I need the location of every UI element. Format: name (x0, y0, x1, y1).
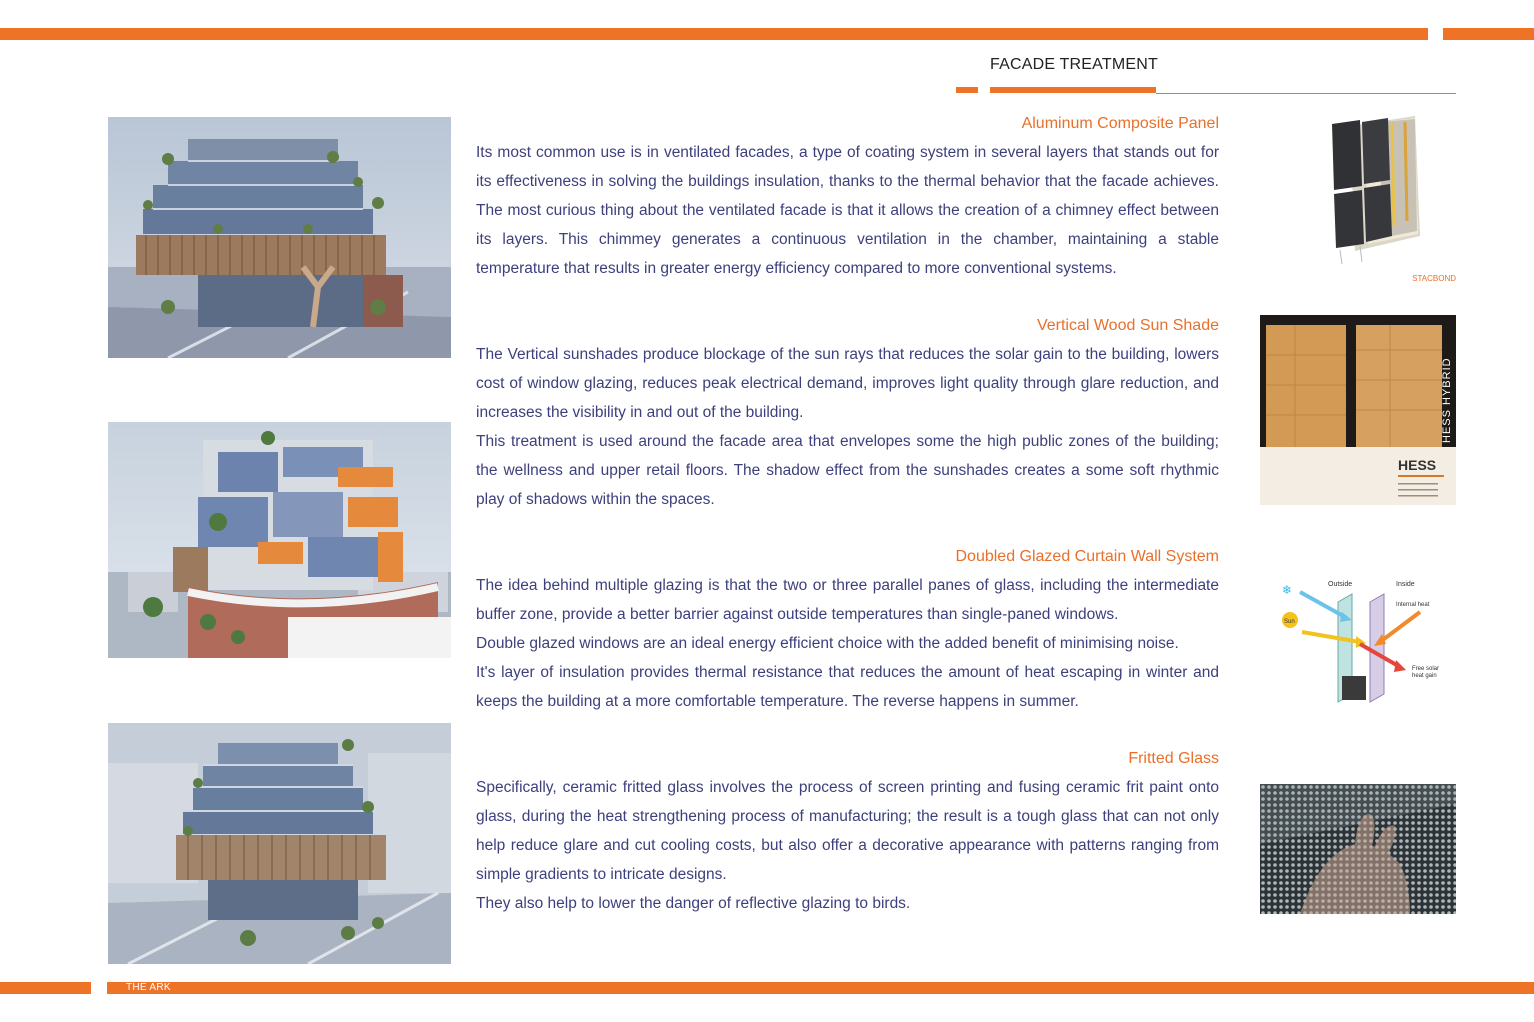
label-sun: Sun (1284, 619, 1295, 625)
section-aluminum-composite-panel (476, 114, 1219, 283)
section-title: Aluminum Composite Panel (1021, 115, 1219, 132)
section-title: Doubled Glazed Curtain Wall System (955, 548, 1219, 565)
section-double-glazed-curtain-wall (476, 547, 1219, 716)
label-outside: Outside (1328, 581, 1353, 588)
title-rule (1156, 93, 1456, 94)
section-paragraph: Double glazed windows are an ideal energy efficient choice with the added benefit of minimising noise. (476, 635, 1179, 652)
building-render-2 (108, 422, 451, 658)
hess-brand-label: HESS (1398, 457, 1437, 473)
section-paragraph: The Vertical sunshades produce blockage of the sun rays that reduces the solar gain to the building, lowers cost of window glazing, reduces peak electrical demand, improves light quality through glare reduction, and increases the visibility in and out of the building. (476, 346, 1219, 421)
snowflake-icon: ❄ (1282, 583, 1293, 597)
section-paragraph: Its most common use is in ventilated facades, a type of coating system in several layers that stands out for its effectiveness in solving the buildings insulation, thanks to the thermal behavior that the facade achieves. The most curious thing about the ventilated facade is that it allows the creation of a chimney effect between its layers. This chimmey generates a continuous ventilation in the chamber, maintaining a stable temperature that results in greater energy efficiency compared to more conventional systems. (476, 144, 1219, 277)
footer-label: THE ARK (126, 982, 171, 993)
section-paragraph: It's layer of insulation provides thermal resistance that reduces the amount of heat escaping in winter and keeps the building at a more comfortable temperature. The reverse happens in summer. (476, 664, 1219, 710)
double-glazing-diagram (1270, 572, 1450, 712)
image-caption: STACBOND (1412, 274, 1456, 283)
bottom-accent-bar-left (0, 982, 91, 994)
top-accent-bar (0, 28, 1428, 40)
page-title: FACADE TREATMENT (990, 56, 1158, 73)
fritted-glass-image (1260, 784, 1456, 914)
section-fritted-glass (476, 749, 1219, 918)
section-paragraph: The idea behind multiple glazing is that the two or three parallel panes of glass, including the intermediate buffer zone, provide a better barrier against outside temperatures than single-paned windows. (476, 577, 1219, 623)
label-internal-heat: Internal heat (1396, 602, 1430, 608)
section-paragraph: They also help to lower the danger of reflective glazing to birds. (476, 895, 911, 912)
label-inside: Inside (1396, 581, 1415, 588)
hess-hybrid-label: HESS HYBRID (1441, 357, 1453, 443)
section-paragraph: Specifically, ceramic fritted glass involves the process of screen printing and fusing ceramic frit paint onto glass, during the heat strengthening process of manufacturing; the result is a tough glass that can not only help reduce glare and cut cooling costs, but also offer a decorative appearance with patterns ranging from simple gradients to intricate designs. (476, 779, 1219, 883)
title-underline (990, 87, 1156, 93)
section-vertical-wood-sun-shade (476, 316, 1219, 514)
building-render-1 (108, 117, 451, 358)
section-paragraph: This treatment is used around the facade area that envelopes some the high public zones of the building; the wellness and upper retail floors. The shadow effect from the sunshades creates a some soft rhythmic play of shadows within the spaces. (476, 433, 1219, 508)
section-title: Vertical Wood Sun Shade (1036, 317, 1219, 334)
building-render-3 (108, 723, 451, 964)
top-accent-bar-end (1443, 28, 1534, 40)
title-accent-mark (956, 87, 978, 93)
label-heat-gain: heat gain (1412, 673, 1437, 679)
bottom-accent-bar (107, 982, 1534, 994)
aluminum-panel-image (1320, 116, 1440, 266)
wood-sunshade-image (1260, 315, 1456, 505)
label-free-solar: Free solar (1412, 666, 1440, 672)
section-title: Fritted Glass (1128, 750, 1219, 767)
